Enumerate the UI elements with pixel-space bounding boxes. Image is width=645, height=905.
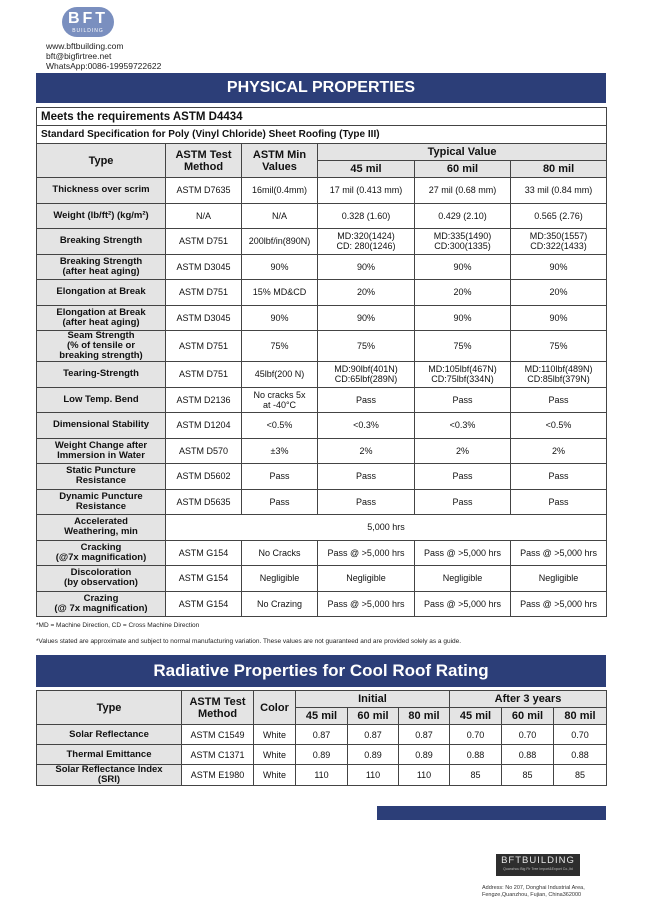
footer-address: Address: No 207, Donghai Industrial Area, Fengze,Quanzhou, Fujian, China362000 [482, 885, 585, 898]
table-row [37, 254, 607, 280]
value-45-mil: <0.3% [318, 413, 415, 439]
test-method: ASTM D751 [166, 280, 242, 306]
radiative-properties-title: Radiative Properties for Cool Roof Rating [36, 655, 606, 687]
property-name: Discoloration (by observation) [37, 566, 166, 592]
radiative-properties-table [36, 690, 607, 786]
table-row [37, 229, 607, 255]
test-method: ASTM D570 [166, 438, 242, 464]
value-a45: 85 [450, 765, 502, 786]
rad-header-after-80: 80 mil [554, 708, 607, 725]
value-45-mil: 2% [318, 438, 415, 464]
value-45-mil: 75% [318, 331, 415, 362]
color-value: White [254, 745, 296, 765]
header-test-method: ASTM Test Method [166, 144, 242, 178]
value-45-mil: 0.328 (1.60) [318, 203, 415, 229]
property-name: Dimensional Stability [37, 413, 166, 439]
property-name: Elongation at Break [37, 280, 166, 306]
min-value: 200lbf/in(890N) [242, 229, 318, 255]
table-row [37, 745, 607, 765]
value-a80: 85 [554, 765, 607, 786]
value-60-mil: 90% [415, 305, 511, 331]
value-60-mil: Pass @ >5,000 hrs [415, 591, 511, 617]
value-a60: 0.70 [502, 725, 554, 745]
property-name: Low Temp. Bend [37, 387, 166, 413]
value-60-mil: Pass [415, 387, 511, 413]
rad-header-after-60: 60 mil [502, 708, 554, 725]
table-row [37, 765, 607, 786]
table-row [37, 387, 607, 413]
min-value: N/A [242, 203, 318, 229]
min-value: 15% MD&CD [242, 280, 318, 306]
property-name: Weight Change after Immersion in Water [37, 438, 166, 464]
min-value: No Cracks [242, 540, 318, 566]
value-a45: 0.88 [450, 745, 502, 765]
table-row [37, 203, 607, 229]
value-a80: 0.88 [554, 745, 607, 765]
test-method: ASTM D751 [166, 362, 242, 388]
table-row [37, 725, 607, 745]
value-60-mil: 27 mil (0.68 mm) [415, 178, 511, 204]
header-80-mil: 80 mil [511, 161, 607, 178]
rad-header-color: Color [254, 691, 296, 725]
rad-header-initial-80: 80 mil [399, 708, 450, 725]
min-value: No Crazing [242, 591, 318, 617]
value-a60: 85 [502, 765, 554, 786]
property-name: Weight (lb/ft²) (kg/m²) [37, 203, 166, 229]
min-value: <0.5% [242, 413, 318, 439]
property-name: Breaking Strength [37, 229, 166, 255]
color-value: White [254, 765, 296, 786]
value-80-mil: 20% [511, 280, 607, 306]
value-80-mil: 75% [511, 331, 607, 362]
test-method: ASTM G154 [166, 540, 242, 566]
property-name: Crazing (@ 7x magnification) [37, 591, 166, 617]
header-typical-value: Typical Value [318, 144, 607, 161]
value-i45: 0.89 [296, 745, 348, 765]
test-method: ASTM D1204 [166, 413, 242, 439]
value-45-mil: Pass [318, 387, 415, 413]
value-60-mil: Pass [415, 489, 511, 515]
table-row [37, 591, 607, 617]
property-name: Tearing-Strength [37, 362, 166, 388]
value-45-mil: 20% [318, 280, 415, 306]
value-60-mil: 0.429 (2.10) [415, 203, 511, 229]
value-i80: 0.89 [399, 745, 450, 765]
test-method: ASTM D3045 [166, 254, 242, 280]
value-60-mil: 75% [415, 331, 511, 362]
rad-header-after: After 3 years [450, 691, 607, 708]
table-row [37, 413, 607, 439]
footer-brand-subtext: Quanzhou Big Fir Tree Import&Export Co.,ltd [503, 867, 573, 871]
weathering-label: Accelerated Weathering, min [37, 515, 166, 541]
value-a80: 0.70 [554, 725, 607, 745]
value-a60: 0.88 [502, 745, 554, 765]
table-row [37, 178, 607, 204]
whatsapp-text: WhatsApp:0086-19959722622 [46, 61, 162, 71]
value-60-mil: Negligible [415, 566, 511, 592]
property-name: Dynamic Puncture Resistance [37, 489, 166, 515]
value-i45: 0.87 [296, 725, 348, 745]
test-method: N/A [166, 203, 242, 229]
value-i45: 110 [296, 765, 348, 786]
value-i60: 0.89 [348, 745, 399, 765]
value-45-mil: Pass [318, 464, 415, 490]
value-i60: 0.87 [348, 725, 399, 745]
min-value: 90% [242, 305, 318, 331]
property-name: Breaking Strength (after heat aging) [37, 254, 166, 280]
value-45-mil: Negligible [318, 566, 415, 592]
value-80-mil: Pass @ >5,000 hrs [511, 540, 607, 566]
property-name: Cracking (@7x magnification) [37, 540, 166, 566]
property-name: Elongation at Break (after heat aging) [37, 305, 166, 331]
property-name: Thermal Emittance [37, 745, 182, 765]
rad-header-initial-45: 45 mil [296, 708, 348, 725]
value-60-mil: MD:335(1490) CD:300(1335) [415, 229, 511, 255]
logo-text: BFT [67, 10, 109, 27]
min-value: 75% [242, 331, 318, 362]
value-i80: 110 [399, 765, 450, 786]
value-60-mil: Pass @ >5,000 hrs [415, 540, 511, 566]
physical-properties-title: PHYSICAL PROPERTIES [36, 73, 606, 103]
property-name: Static Puncture Resistance [37, 464, 166, 490]
test-method: ASTM D7635 [166, 178, 242, 204]
min-value: No cracks 5x at -40°C [242, 387, 318, 413]
min-value: 90% [242, 254, 318, 280]
test-method: ASTM C1371 [182, 745, 254, 765]
test-method: ASTM D5602 [166, 464, 242, 490]
value-80-mil: 90% [511, 254, 607, 280]
table-row [37, 540, 607, 566]
min-value: Pass [242, 489, 318, 515]
value-45-mil: Pass [318, 489, 415, 515]
footer-brand-logo [496, 854, 580, 876]
property-name: Solar Reflectance [37, 725, 182, 745]
value-80-mil: Pass [511, 387, 607, 413]
value-a45: 0.70 [450, 725, 502, 745]
value-80-mil: Pass @ >5,000 hrs [511, 591, 607, 617]
rad-header-initial-60: 60 mil [348, 708, 399, 725]
min-value: 45lbf(200 N) [242, 362, 318, 388]
property-name: Seam Strength (% of tensile or breaking strength) [37, 331, 166, 362]
value-80-mil: 90% [511, 305, 607, 331]
contact-block [46, 41, 161, 71]
value-80-mil: MD:350(1557) CD:322(1433) [511, 229, 607, 255]
color-value: White [254, 725, 296, 745]
weathering-value: 5,000 hrs [166, 515, 607, 541]
value-60-mil: 20% [415, 280, 511, 306]
md-cd-note: *MD = Machine Direction, CD = Cross Machine Direction [36, 622, 200, 629]
value-60-mil: 2% [415, 438, 511, 464]
website-text: www.bftbuilding.com [46, 41, 124, 51]
value-60-mil: Pass [415, 464, 511, 490]
min-value: Pass [242, 464, 318, 490]
value-80-mil: Pass [511, 489, 607, 515]
value-80-mil: 0.565 (2.76) [511, 203, 607, 229]
value-45-mil: MD:320(1424) CD: 280(1246) [318, 229, 415, 255]
test-method: ASTM E1980 [182, 765, 254, 786]
value-60-mil: <0.3% [415, 413, 511, 439]
table-row [37, 566, 607, 592]
value-45-mil: Pass @ >5,000 hrs [318, 591, 415, 617]
header-min-values: ASTM Min Values [242, 144, 318, 178]
value-45-mil: MD:90lbf(401N) CD:65lbf(289N) [318, 362, 415, 388]
value-i60: 110 [348, 765, 399, 786]
value-80-mil: <0.5% [511, 413, 607, 439]
value-80-mil: Negligible [511, 566, 607, 592]
disclaimer-note: *Values stated are approximate and subject to normal manufacturing variation. These values are not guaranteed and are provided solely as a guide. [36, 638, 462, 645]
rad-header-method: ASTM Test Method [182, 691, 254, 725]
test-method: ASTM D751 [166, 229, 242, 255]
logo-subtext: BUILDING [72, 28, 104, 34]
header-45-mil: 45 mil [318, 161, 415, 178]
value-i80: 0.87 [399, 725, 450, 745]
value-80-mil: Pass [511, 464, 607, 490]
test-method: ASTM G154 [166, 591, 242, 617]
rad-header-initial: Initial [296, 691, 450, 708]
company-logo [62, 7, 114, 37]
requirement-line: Meets the requirements ASTM D4434 [37, 108, 607, 126]
min-value: 16mil(0.4mm) [242, 178, 318, 204]
email-text: bft@bigfirtree.net [46, 51, 112, 61]
test-method: ASTM G154 [166, 566, 242, 592]
table-row [37, 489, 607, 515]
table-row [37, 464, 607, 490]
table-row [37, 438, 607, 464]
value-80-mil: 2% [511, 438, 607, 464]
rad-header-type: Type [37, 691, 182, 725]
property-name: Solar Reflectance Index (SRI) [37, 765, 182, 786]
test-method: ASTM D5635 [166, 489, 242, 515]
value-45-mil: 17 mil (0.413 mm) [318, 178, 415, 204]
table-row [37, 362, 607, 388]
header-type: Type [37, 144, 166, 178]
test-method: ASTM D3045 [166, 305, 242, 331]
specification-line: Standard Specification for Poly (Vinyl Chloride) Sheet Roofing (Type III) [37, 126, 607, 144]
value-60-mil: 90% [415, 254, 511, 280]
physical-properties-table [36, 107, 607, 617]
value-45-mil: 90% [318, 305, 415, 331]
min-value: Negligible [242, 566, 318, 592]
value-80-mil: 33 mil (0.84 mm) [511, 178, 607, 204]
test-method: ASTM D2136 [166, 387, 242, 413]
value-45-mil: Pass @ >5,000 hrs [318, 540, 415, 566]
footer-brand-text: BFTBUILDING [501, 855, 575, 866]
rad-header-after-45: 45 mil [450, 708, 502, 725]
table-row [37, 305, 607, 331]
value-45-mil: 90% [318, 254, 415, 280]
value-60-mil: MD:105lbf(467N) CD:75lbf(334N) [415, 362, 511, 388]
table-row [37, 331, 607, 362]
value-80-mil: MD:110lbf(489N) CD:85lbf(379N) [511, 362, 607, 388]
min-value: ±3% [242, 438, 318, 464]
decorative-blue-bar [377, 806, 606, 820]
test-method: ASTM D751 [166, 331, 242, 362]
table-row [37, 280, 607, 306]
test-method: ASTM C1549 [182, 725, 254, 745]
header-60-mil: 60 mil [415, 161, 511, 178]
property-name: Thickness over scrim [37, 178, 166, 204]
